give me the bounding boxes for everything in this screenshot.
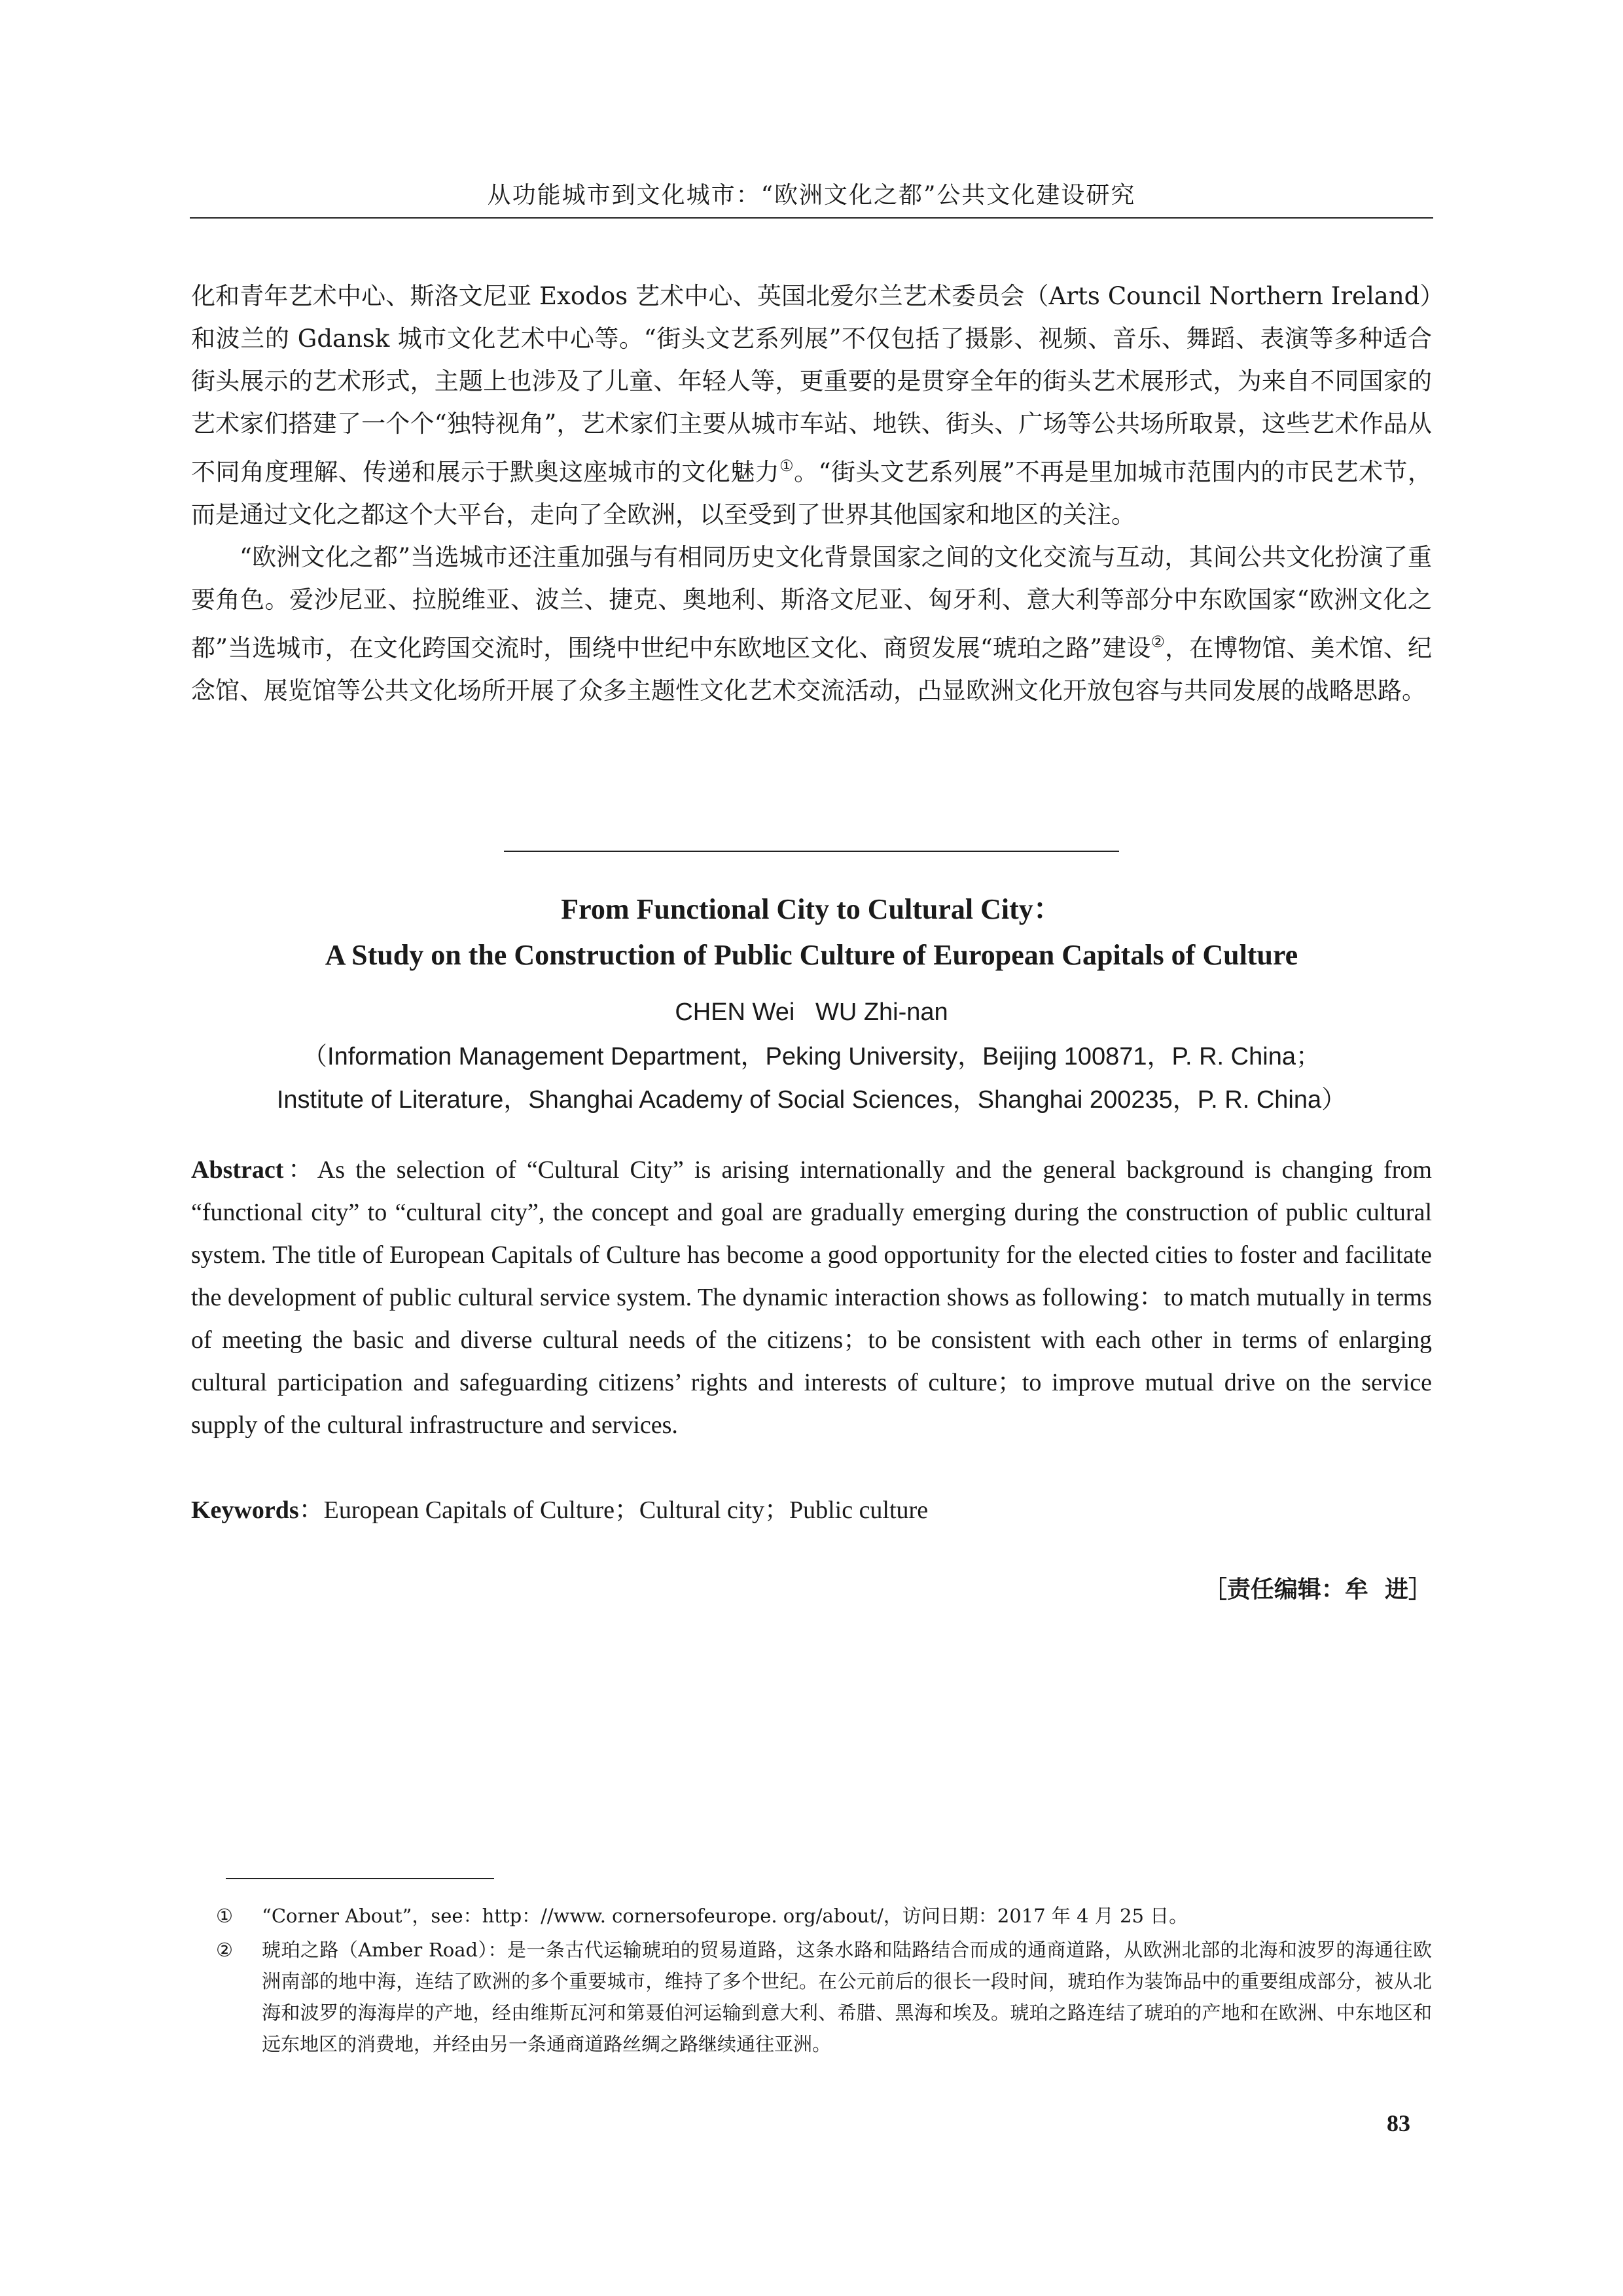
abstract-text: ：As the selection of “Cultural City” is arising internationally and the general background is changing from “functional city” to “cultural city”, the concept and goal are gradually emerging during the construction of public cultural system. The title of European Capitals of Culture has become a good opportunity for the elected cities to foster and facilitate the development of public cultural service system. The dynamic interaction shows as following：to match mutually in terms of meeting the basic and diverse cultural needs of the citizens；to be consistent with each other in terms of enlarging cultural participation and safeguarding citizens’ rights and interests of culture；to improve mutual drive on the service supply of the cultural infrastructure and services. xyxy=(191,1156,1432,1439)
paragraph-1 xyxy=(191,275,1432,536)
keywords xyxy=(191,1489,1432,1532)
body-text xyxy=(191,275,1432,712)
header-title: 从功能城市到文化城市：“欧洲文化之都”公共文化建设研究 xyxy=(487,182,1136,209)
footnote-ref-2[interactable]: ② xyxy=(1150,633,1166,651)
paragraph-2-text-b: ，在博物馆、美术馆、纪念馆、展览馆等公共文化场所开展了众多主题性文化艺术交流活动，凸显欧洲文化开放包容与共同发展的战略思路。 xyxy=(191,634,1433,705)
affiliation-line2: Institute of Literature，Shanghai Academy of Social Sciences，Shanghai 200235，P. R. China） xyxy=(276,1086,1347,1114)
affiliation-line1: （Information Management Department，Peking University，Beijing 100871，P. R. China； xyxy=(302,1043,1321,1070)
responsible-editor: ［责任编辑：牟 进］ xyxy=(1203,1576,1432,1603)
page-number: 83 xyxy=(1387,2110,1410,2136)
section-divider xyxy=(504,851,1119,852)
running-header xyxy=(190,170,1433,219)
footnote-2-mark: ② xyxy=(216,1939,233,1961)
english-title-line1: From Functional City to Cultural City： xyxy=(561,893,1062,925)
footnote-1 xyxy=(216,1900,1432,1932)
footnotes xyxy=(216,1900,1432,2062)
footnote-rule xyxy=(226,1878,494,1879)
paragraph-1-text-a: 化和青年艺术中心、斯洛文尼亚 Exodos 艺术中心、英国北爱尔兰艺术委员会（Arts Council Northern Ireland）和波兰的 Gdansk 城市文化艺术中心等。“街头文艺系列展”不仅包括了摄影、视频、音乐、舞蹈、表演等多种适合街头展示的艺术形式，主题上也涉及了儿童、年轻人等，更重要的是贯穿全年的街头艺术展形式，为来自不同国家的艺术家们搭建了一个个“独特视角”，艺术家们主要从城市车站、地铁、街头、广场等公共场所取景，这些艺术作品从不同角度理解、传递和展示于默奥这座城市的文化魅力 xyxy=(191,282,1432,486)
paragraph-2 xyxy=(191,536,1432,712)
footnote-ref-1[interactable]: ① xyxy=(779,457,794,475)
footnote-2-text: 琥珀之路（Amber Road）：是一条古代运输琥珀的贸易道路，这条水路和陆路结合而成的通商道路，从欧洲北部的北海和波罗的海通往欧洲南部的地中海，连结了欧洲的多个重要城市，维持了多个世纪。在公元前后的很长一段时间，琥珀作为装饰品中的重要组成部分，被从北海和波罗的海海岸的产地，经由维斯瓦河和第聂伯河运输到意大利、希腊、黑海和埃及。琥珀之路连结了琥珀的产地和在欧洲、中东地区和远东地区的消费地，并经由另一条通商道路丝绸之路继续通往亚洲。 xyxy=(262,1939,1432,2055)
keywords-text: ：European Capitals of Culture；Cultural city；Public culture xyxy=(298,1496,929,1524)
keywords-label: Keywords xyxy=(191,1496,299,1524)
paragraph-2-text-a: “欧洲文化之都”当选城市还注重加强与有相同历史文化背景国家之间的文化交流与互动，其间公共文化扮演了重要角色。爱沙尼亚、拉脱维亚、波兰、捷克、奥地利、斯洛文尼亚、匈牙利、意大利等部分中东欧国家“欧洲文化之都”当选城市，在文化跨国交流时，围绕中世纪中东欧地区文化、商贸发展“琥珀之路”建设 xyxy=(191,543,1432,662)
paragraph-1-text-b: 。“街头文艺系列展”不再是里加城市范围内的市民艺术节，而是通过文化之都这个大平台，走向了全欧洲，以至受到了世界其他国家和地区的关注。 xyxy=(191,458,1432,529)
english-title-line2: A Study on the Construction of Public Culture of European Capitals of Culture xyxy=(325,939,1298,971)
abstract xyxy=(191,1149,1432,1447)
abstract-label: Abstract xyxy=(191,1156,284,1184)
footnote-2 xyxy=(216,1934,1432,2060)
footnote-1-mark: ① xyxy=(216,1905,233,1927)
footnote-1-text: “Corner About”，see：http：//www. cornersofeurope. org/about/，访问日期：2017 年 4 月 25 日。 xyxy=(262,1905,1188,1927)
english-authors: CHEN Wei WU Zhi-nan xyxy=(675,998,948,1026)
